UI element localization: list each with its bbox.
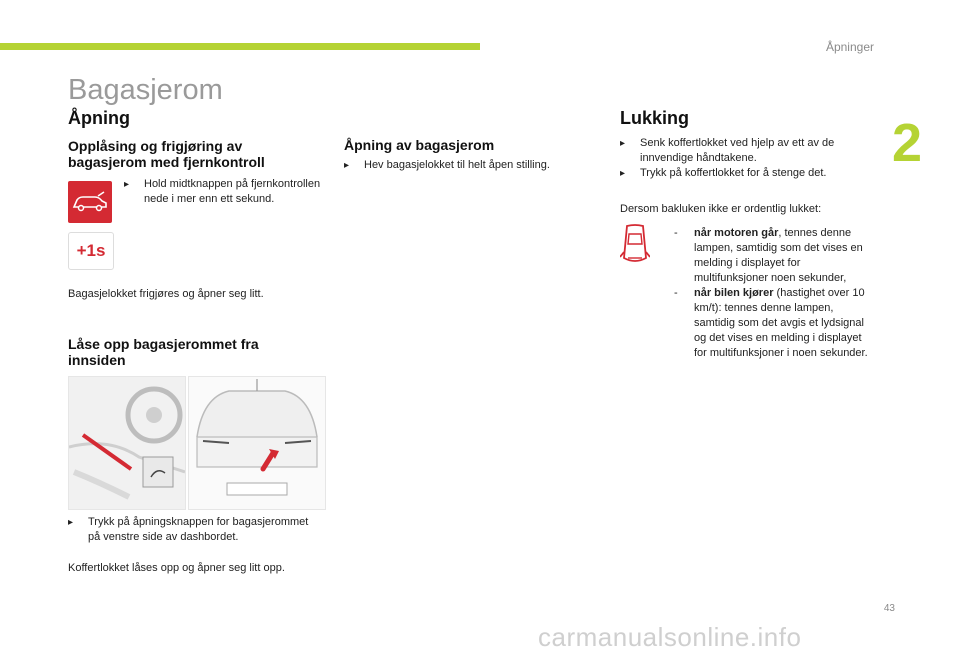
list-item: - når motoren går, tennes denne lampen, samtidig som det vises en melding i displayet for multifunksjoner noen sekunder, bbox=[674, 227, 863, 284]
section-heading-lukking: Lukking bbox=[620, 108, 690, 128]
list-item: - når bilen kjører (hastighet over 10 km/t): tennes denne lampen, samtidig som det avgis et lydsignal og det vises en melding i displayet for multifunksjoner i noen sekunder. bbox=[674, 287, 868, 359]
page-title: Bagasjerom bbox=[68, 74, 223, 106]
remote-key-trunk-icon bbox=[68, 181, 112, 223]
inside-bullet: ▸ Trykk på åpningsknappen for bagasjerommet på venstre side av dashbordet. bbox=[68, 516, 309, 543]
lukking-bullet: ▸ Senk koffertlokket ved hjelp av ett av de innvendige håndtakene. bbox=[620, 137, 835, 164]
bullet-marker-icon: ▸ bbox=[620, 138, 626, 149]
open-trunk-warning-icon bbox=[620, 224, 650, 266]
timer-plus-one-second-icon: +1s bbox=[68, 232, 114, 270]
chapter-number: 2 bbox=[892, 113, 923, 173]
dashboard-button-image bbox=[68, 376, 186, 510]
bullet-marker-icon: ▸ bbox=[68, 517, 74, 528]
apning-bagasjerom-bullet: ▸ Hev bagasjelokket til helt åpen stilling. bbox=[344, 159, 550, 171]
remote-note: Bagasjelokket frigjøres og åpner seg litt. bbox=[68, 288, 264, 300]
bullet-marker-icon: ▸ bbox=[344, 160, 350, 171]
chapter-title: Åpninger bbox=[825, 40, 874, 54]
lukking-conditions-list bbox=[674, 226, 874, 361]
bullet-marker-icon: ▸ bbox=[124, 179, 130, 190]
apning-bagasjerom-heading: Åpning av bagasjerom bbox=[344, 137, 495, 153]
lukking-bullets bbox=[620, 136, 870, 181]
car-rear-image bbox=[188, 376, 326, 510]
lukking-bullet: ▸ Trykk på koffertlokket for å stenge det. bbox=[620, 167, 827, 179]
inside-heading: Låse opp bagasjerommet fra innsiden bbox=[68, 336, 259, 368]
lukking-intro: Dersom bakluken ikke er ordentlig lukket: bbox=[620, 203, 822, 215]
section-heading-apning: Åpning bbox=[68, 108, 130, 128]
page-number: 43 bbox=[883, 603, 895, 614]
bullet-marker-icon: ▸ bbox=[620, 168, 626, 179]
remote-heading: Opplåsing og frigjøring av bagasjerom med fjernkontroll bbox=[68, 138, 265, 170]
chapter-accent-bar bbox=[0, 43, 480, 50]
inside-note: Koffertlokket låses opp og åpner seg litt opp. bbox=[68, 562, 285, 574]
remote-bullet: ▸ Hold midtknappen på fjernkontrollen nede i mer enn ett sekund. bbox=[124, 178, 321, 205]
watermark: carmanualsonline.info bbox=[538, 622, 802, 652]
